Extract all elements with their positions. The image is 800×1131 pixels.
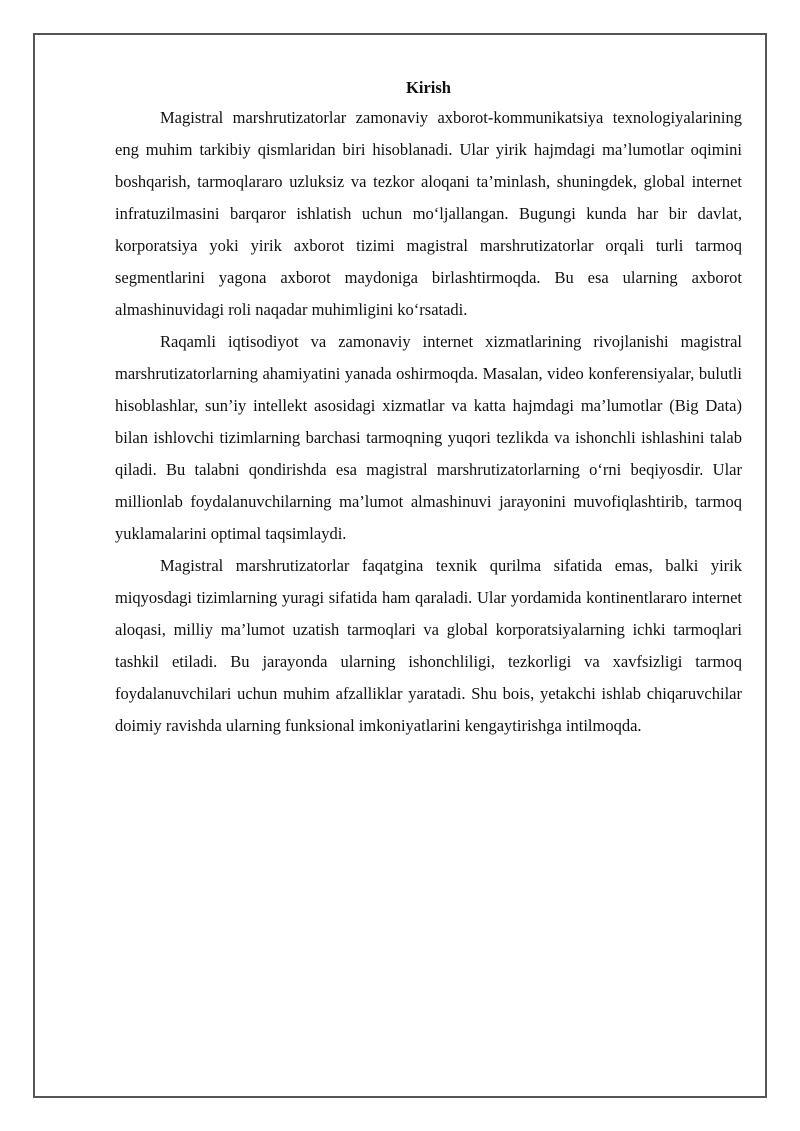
document-title: Kirish (406, 78, 451, 97)
document-body (115, 74, 742, 742)
paragraph-2: Raqamli iqtisodiyot va zamonaviy internet xizmatlarining rivojlanishi magistral marshrutizatorlarning ahamiyatini yanada oshirmoqda. Masalan, video konferensiyalar, bulutli hisoblashlar, sun’iy intellekt asosidagi xizmatlar va katta hajmdagi ma’lumotlar (Big Data) bilan ishlovchi tizimlarning barchasi tarmoqning yuqori tezlikda va ishonchli ishlashini talab qiladi. Bu talabni qondirishda esa magistral marshrutizatorlarning o‘rni beqiyosdir. Ular millionlab foydalanuvchilarning ma’lumot almashinuvi jarayonini muvofiqlashtirib, tarmoq yuklamalarini optimal taqsimlaydi. (115, 332, 742, 543)
paragraph-1: Magistral marshrutizatorlar zamonaviy axborot-kommunikatsiya texnologiyalarining eng muhim tarkibiy qismlaridan biri hisoblanadi. Ular yirik hajmdagi ma’lumotlar oqimini boshqarish, tarmoqlararo uzluksiz va tezkor aloqani ta’minlash, shuningdek, global internet infratuzilmasini barqaror ishlatish uchun mo‘ljallangan. Bugungi kunda har bir davlat, korporatsiya yoki yirik axborot tizimi magistral marshrutizatorlar orqali turli tarmoq segmentlarini yagona axborot maydoniga birlashtirmoqda. Bu esa ularning axborot almashinuvidagi roli naqadar muhimligini ko‘rsatadi. (115, 108, 742, 319)
paragraph-3: Magistral marshrutizatorlar faqatgina texnik qurilma sifatida emas, balki yirik miqyosdagi tizimlarning yuragi sifatida ham qaraladi. Ular yordamida kontinentlararo internet aloqasi, milliy ma’lumot uzatish tarmoqlari va global korporatsiyalarning ichki tarmoqlari tashkil etiladi. Bu jarayonda ularning ishonchliligi, tezkorligi va xavfsizligi tarmoq foydalanuvchilari uchun muhim afzalliklar yaratadi. Shu bois, yetakchi ishlab chiqaruvchilar doimiy ravishda ularning funksional imkoniyatlarini kengaytirishga intilmoqda. (115, 556, 742, 735)
